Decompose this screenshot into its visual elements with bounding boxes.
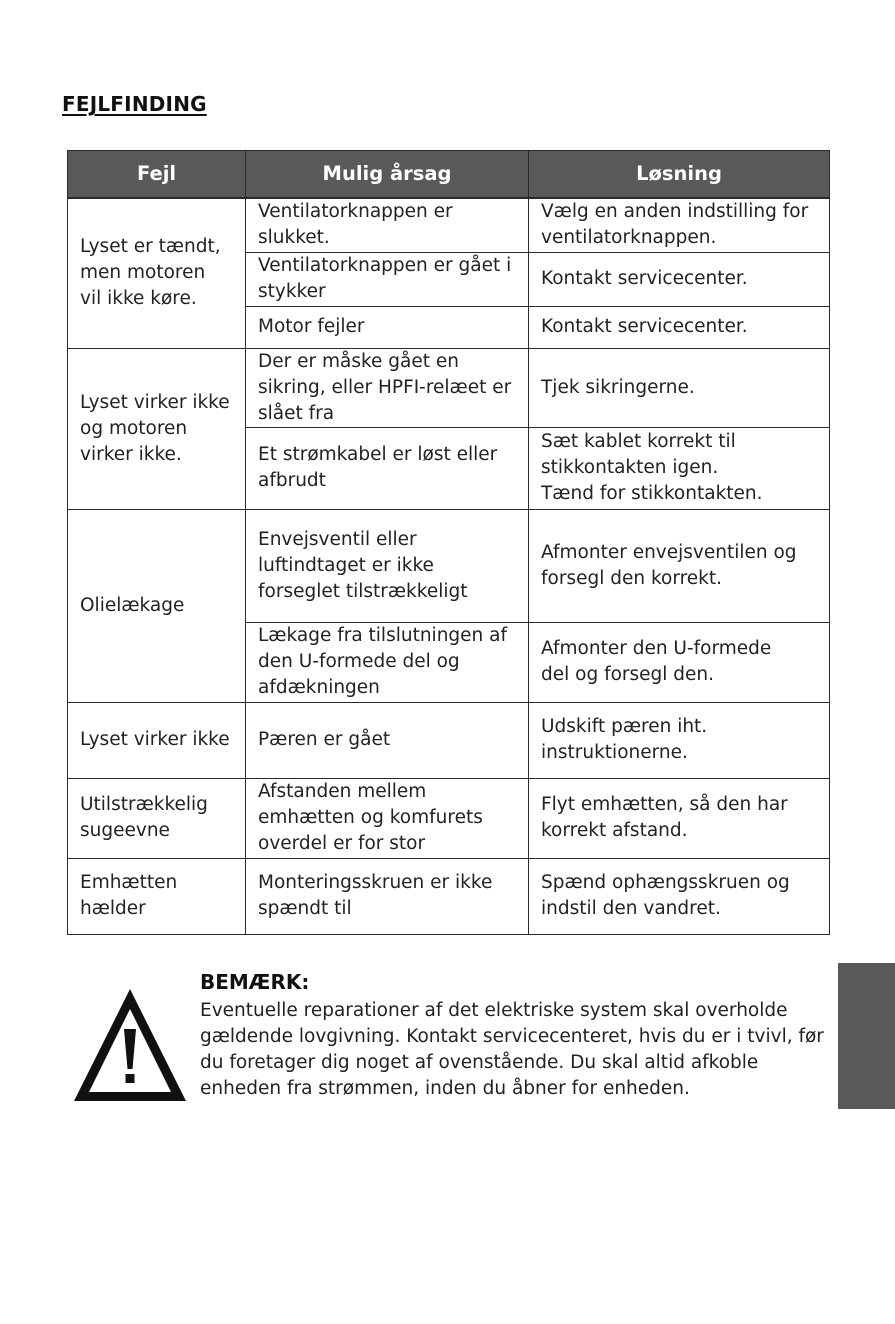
header-fault: Fejl — [68, 151, 246, 199]
fault-cell: Lyset virker ikke — [68, 702, 246, 778]
side-tab-marker — [838, 963, 895, 1109]
table-row — [68, 858, 830, 934]
page-title: FEJLFINDING — [62, 92, 207, 116]
solution-cell: Vælg en anden indstilling for ventilatorknappen. — [529, 198, 830, 252]
header-cause: Mulig årsag — [246, 151, 529, 199]
cause-cell: Ventilatorknappen er slukket. — [246, 198, 529, 252]
warning-triangle-icon — [70, 985, 190, 1105]
solution-cell: Sæt kablet korrekt til stikkontakten igen. Tænd for stikkontakten. — [529, 427, 830, 509]
cause-cell: Ventilatorknappen er gået i stykker — [246, 252, 529, 306]
table-row — [68, 348, 830, 427]
cause-cell: Der er måske gået en sikring, eller HPFI-relæet er slået fra — [246, 348, 529, 427]
fault-cell: Olielækage — [68, 509, 246, 702]
solution-cell: Tjek sikringerne. — [529, 348, 830, 427]
fault-cell: Utilstrækkelig sugeevne — [68, 778, 246, 858]
solution-cell: Kontakt servicecenter. — [529, 252, 830, 306]
cause-cell: Et strømkabel er løst eller afbrudt — [246, 427, 529, 509]
header-solution: Løsning — [529, 151, 830, 199]
table-row — [68, 198, 830, 252]
table-row — [68, 702, 830, 778]
fault-cell: Lyset er tændt, men motoren vil ikke køre. — [68, 198, 246, 348]
table-row — [68, 778, 830, 858]
troubleshooting-table — [67, 150, 830, 935]
table-row — [68, 509, 830, 622]
cause-cell: Envejsventil eller luftindtaget er ikke forseglet tilstrækkeligt — [246, 509, 529, 622]
fault-cell: Emhætten hælder — [68, 858, 246, 934]
cause-cell: Afstanden mellem emhætten og komfurets overdel er for stor — [246, 778, 529, 858]
cause-cell: Monteringsskruen er ikke spændt til — [246, 858, 529, 934]
table-header-row — [68, 151, 830, 199]
solution-cell: Udskift pæren iht. instruktionerne. — [529, 702, 830, 778]
cause-cell: Lækage fra tilslutningen af den U-formede del og afdækningen — [246, 622, 529, 702]
solution-cell: Afmonter den U-formede del og forsegl den. — [529, 622, 830, 702]
solution-cell: Flyt emhætten, så den har korrekt afstand. — [529, 778, 830, 858]
fault-cell: Lyset virker ikke og motoren virker ikke. — [68, 348, 246, 509]
note-heading: BEMÆRK: — [200, 970, 310, 994]
cause-cell: Pæren er gået — [246, 702, 529, 778]
note-text: Eventuelle reparationer af det elektriske system skal overholde gældende lovgivning. Kontakt servicecenteret, hvis du er i tvivl, før du foretager dig noget af ovenstående. Du skal altid afkoble enheden fra strømmen, inden du åbner for enheden. — [200, 1000, 824, 1099]
cause-cell: Motor fejler — [246, 306, 529, 348]
solution-cell: Afmonter envejsventilen og forsegl den korrekt. — [529, 509, 830, 622]
solution-cell: Spænd ophængsskruen og indstil den vandret. — [529, 858, 830, 934]
solution-cell: Kontakt servicecenter. — [529, 306, 830, 348]
